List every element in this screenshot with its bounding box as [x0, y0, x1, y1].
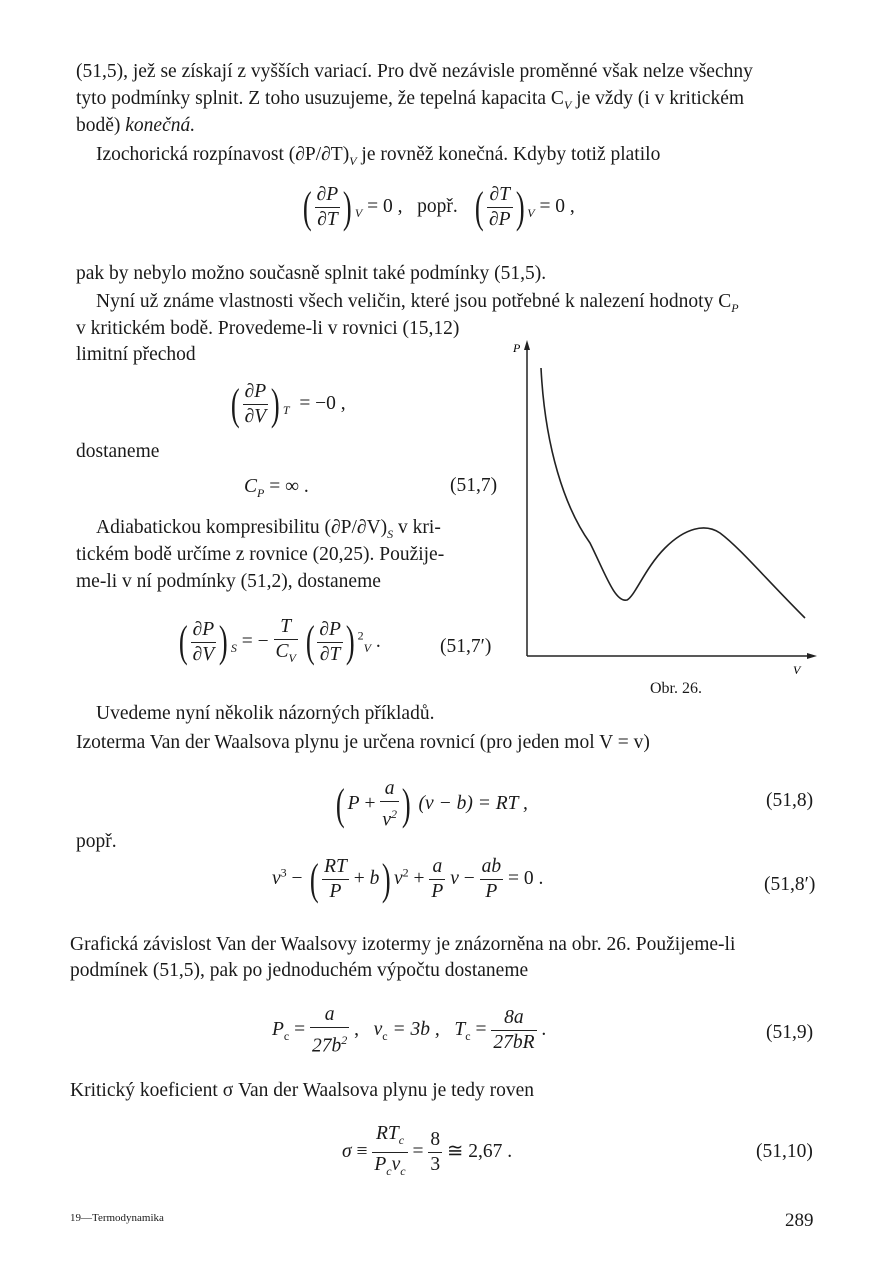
- text-span: Adiabatickou kompresibilitu (∂P/∂V): [96, 517, 388, 538]
- text-span: v kri-: [398, 517, 441, 538]
- text-span: tyto podmínky splnit. Z toho usuzujeme, že tepelná kapacita C: [76, 88, 564, 109]
- text-span: Nyní už známe vlastnosti všech veličin, které jsou potřebné k nalezení hodnoty C: [96, 291, 732, 312]
- eq-text: popř.: [417, 195, 458, 217]
- eq-text: = ∞ .: [269, 476, 309, 497]
- text-line: pak by nebylo možno současně splnit také podmínky (51,5).: [76, 263, 547, 284]
- text-span: je vždy (i v kritickém: [576, 88, 745, 109]
- text-line: dostaneme: [76, 441, 160, 462]
- footer-left: 19—Termodynamika: [70, 1212, 164, 1224]
- isotherm-curve: [541, 368, 805, 618]
- text-line: Izoterma Van der Waalsova plynu je určena rovnicí (pro jeden mol V = v): [76, 732, 650, 753]
- equation-number: (51,10): [756, 1141, 813, 1162]
- eq-text: = −0 ,: [299, 392, 346, 414]
- eq-text: ≅ 2,67 .: [446, 1140, 513, 1162]
- v-axis-arrow: [807, 653, 817, 659]
- equation-number: (51,7′): [440, 636, 492, 657]
- text-line: tickém bodě určíme z rovnice (20,25). Použije-: [76, 544, 445, 565]
- text-span: je rovněž konečná. Kdyby totiž platilo: [361, 144, 661, 165]
- text-line: Grafická závislost Van der Waalsovy izotermy je znázorněna na obr. 26. Použijeme-li: [70, 934, 736, 955]
- text-line: (51,5), jež se získají z vyšších variací. Pro dvě nezávisle proměnné však nelze všechny: [76, 61, 753, 82]
- equation-2: ( $\frac{\partial P}{\partial V}$ ) $_T$ = −0 ,: [230, 379, 346, 429]
- equation-number: (51,8): [766, 790, 814, 811]
- text-line: me-li v ní podmínky (51,2), dostaneme: [76, 571, 381, 592]
- text-line: Uvedeme nyní několik názorných příkladů.: [96, 703, 435, 724]
- text-line: Nyní už známe vlastnosti všech veličin, které jsou potřebné k nalezení hodnoty $C_P$: [96, 291, 739, 315]
- figure-26: [505, 338, 825, 698]
- p-axis-arrow: [524, 340, 530, 350]
- axis-label-v: V: [793, 663, 801, 677]
- equation-8: σ ≡ $\frac{RT_c}{P_cv_c}$ = $\frac{8}{3}$ ≅ 2,67 .: [342, 1122, 512, 1183]
- eq-symbol: v: [373, 1019, 383, 1041]
- text-line: [76, 114, 195, 138]
- figure-caption: Obr. 26.: [650, 680, 702, 697]
- equation-5: ( P + $\frac{a}{v^2}$ ) (v − b) = RT ,: [335, 778, 528, 831]
- text-span: bodě): [76, 115, 121, 136]
- eq-text: = 0 ,: [539, 195, 575, 217]
- equation-7: $P_c$ = $\frac{a}{27b^2}$ , $v_c = 3b$ , $T_c$ = $\frac{8a}{27bR}$ .: [272, 1004, 547, 1057]
- eq-symbol: C: [244, 476, 258, 497]
- equation-number: (51,8′): [764, 874, 816, 895]
- equation-number: (51,7): [450, 475, 498, 496]
- equation-6: $v^3$ − ( $\frac{RT}{P}$ + b) $v^2$ + $\frac{a}{P}$ v − $\frac{ab}{P}$ = 0 .: [272, 854, 544, 904]
- page-number: 289: [785, 1210, 814, 1231]
- text-line: Izochorická rozpínavost $(\partial P/\partial T)_V$ je rovněž konečná. Kdyby totiž platilo: [96, 144, 661, 168]
- equation-3: $C_P$ = ∞ .: [244, 476, 309, 500]
- text-line: Kritický koeficient σ Van der Waalsova plynu je tedy roven: [70, 1080, 534, 1101]
- isotherm-plot: [505, 338, 825, 698]
- equation-4: ( $\frac{\partial P}{\partial V}$ ) $_S$ = − $\frac{T}{C_V}$ ( $\frac{\partial P}{\partial T}$ ) $^2_V$ .: [176, 615, 381, 670]
- equation-1: ( $\frac{\partial P}{\partial T}$ ) $_V$ = 0 , popř. ( $\frac{\partial T}{\partial P}$ ) $_V$ = 0 ,: [302, 182, 575, 232]
- equation-number: (51,9): [766, 1022, 814, 1043]
- eq-text: = 3b ,: [392, 1019, 440, 1041]
- eq-text: = 0 ,: [367, 195, 403, 217]
- text-line: limitní přechod: [76, 344, 196, 365]
- text-line: tyto podmínky splnit. Z toho usuzujeme, že tepelná kapacita $C_V$ je vždy (i v kritickém: [76, 88, 745, 112]
- eq-text: (v − b) = RT ,: [418, 793, 528, 815]
- text-span: Izochorická rozpínavost (∂P/∂T): [96, 144, 350, 165]
- axis-label-p: P: [513, 341, 521, 355]
- emphasis: konečná.: [125, 115, 196, 136]
- text-line: podmínek (51,5), pak po jednoduchém výpočtu dostaneme: [70, 960, 529, 981]
- text-line: v kritickém bodě. Provedeme-li v rovnici (15,12): [76, 318, 460, 339]
- text-line: popř.: [76, 831, 117, 852]
- text-line: Adiabatickou kompresibilitu $(\partial P/\partial V)_S$ v kri-: [96, 517, 441, 541]
